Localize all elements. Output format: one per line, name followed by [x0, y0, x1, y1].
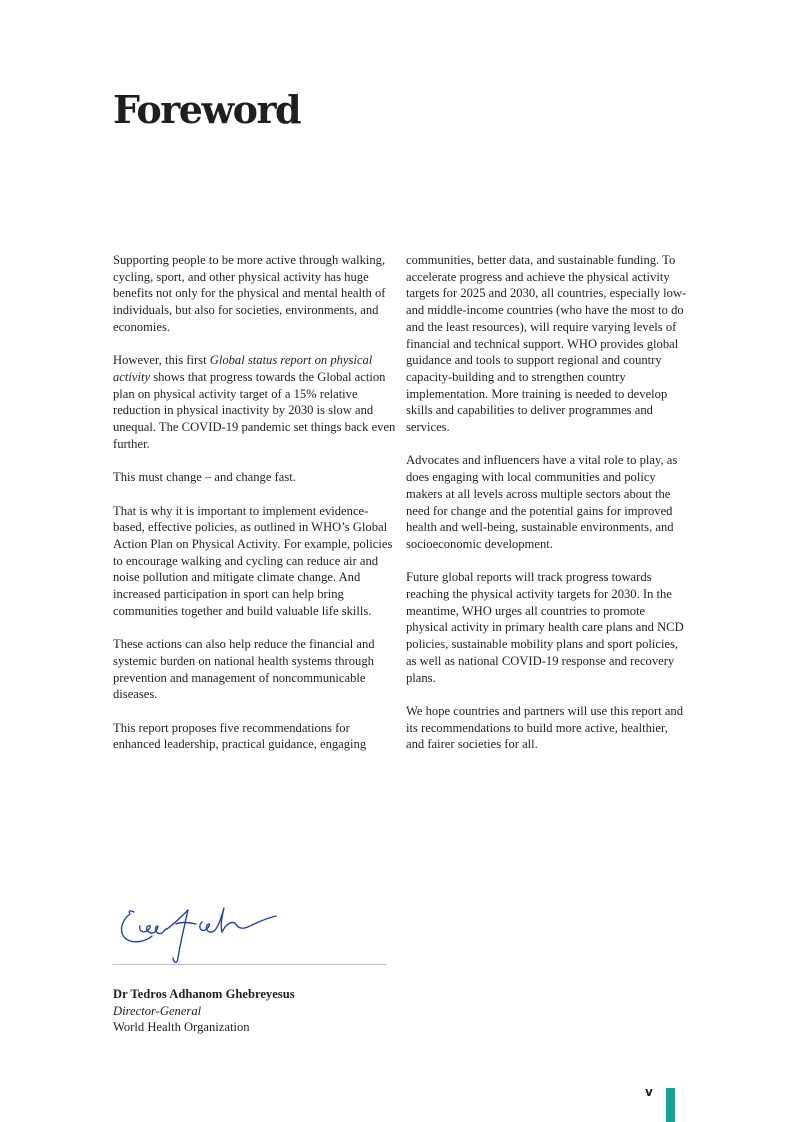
paragraph-text: However, this first — [113, 353, 210, 368]
paragraph: Advocates and influencers have a vital role to play, as does engaging with local communities and policy makers at all levels across multiple sectors about the need for change and the potential gains for improved health and well-being, sustainable environments, and socioeconomic development. — [406, 453, 678, 551]
paragraph — [113, 352, 397, 452]
page-title: Foreword — [113, 87, 301, 132]
signatory-role: Director-General — [113, 1003, 202, 1018]
right-column — [406, 252, 688, 753]
paragraph: Future global reports will track progress towards reaching the physical activity targets for 2030. In the meantime, WHO urges all countries to promote physical activity in primary health care plans and NCD policies, sustainable mobility plans and sport policies, as well as national COVID-19 response and recovery plans. — [406, 570, 684, 685]
signatory-organization: World Health Organization — [113, 1020, 250, 1034]
page-number: v — [645, 1085, 653, 1099]
left-column — [113, 252, 397, 753]
paragraph: communities, better data, and sustainable funding. To accelerate progress and achieve the physical activity targets for 2025 and 2030, all countries, especially low- and middle-income countries (who have the most to do and the least resources), will require varying levels of financial and technical support. WHO provides global guidance and tools to support regional and country capacity-building and to strengthen country implementation. More training is needed to develop skills and capabilities to deliver programmes and services. — [406, 253, 687, 435]
signature — [118, 900, 283, 966]
paragraph: Supporting people to be more active through walking, cycling, sport, and other physical activity has huge benefits not only for the physical and mental health of individuals, but also for societies, environments, and economies. — [113, 253, 386, 334]
report-title: Global status report on physical activity — [113, 353, 373, 384]
paragraph: These actions can also help reduce the financial and systemic burden on national health systems through prevention and management of noncommunicable diseases. — [113, 637, 375, 702]
page-accent-bar — [666, 1088, 675, 1122]
paragraph-text: shows that progress towards the Global action plan on physical activity target of a 15% relative reduction in physical inactivity by 2030 is slow and unequal. The COVID-19 pandemic set things back even further. — [113, 369, 396, 451]
signatory-block — [113, 986, 295, 1036]
paragraph: This must change – and change fast. — [113, 470, 296, 485]
signatory-name: Dr Tedros Adhanom Ghebreyesus — [113, 987, 295, 1001]
signature-divider — [113, 964, 387, 965]
paragraph: That is why it is important to implement evidence-based, effective policies, as outlined in WHO’s Global Action Plan on Physical Activity. For example, policies to encourage walking and cycling can reduce air and noise pollution and mitigate climate change. And increased participation in sport can help bring communities together and build valuable life skills. — [113, 503, 393, 618]
paragraph: This report proposes five recommendations for enhanced leadership, practical guidance, engaging — [113, 720, 367, 752]
paragraph: We hope countries and partners will use this report and its recommendations to build more active, healthier, and fairer societies for all. — [406, 703, 684, 752]
